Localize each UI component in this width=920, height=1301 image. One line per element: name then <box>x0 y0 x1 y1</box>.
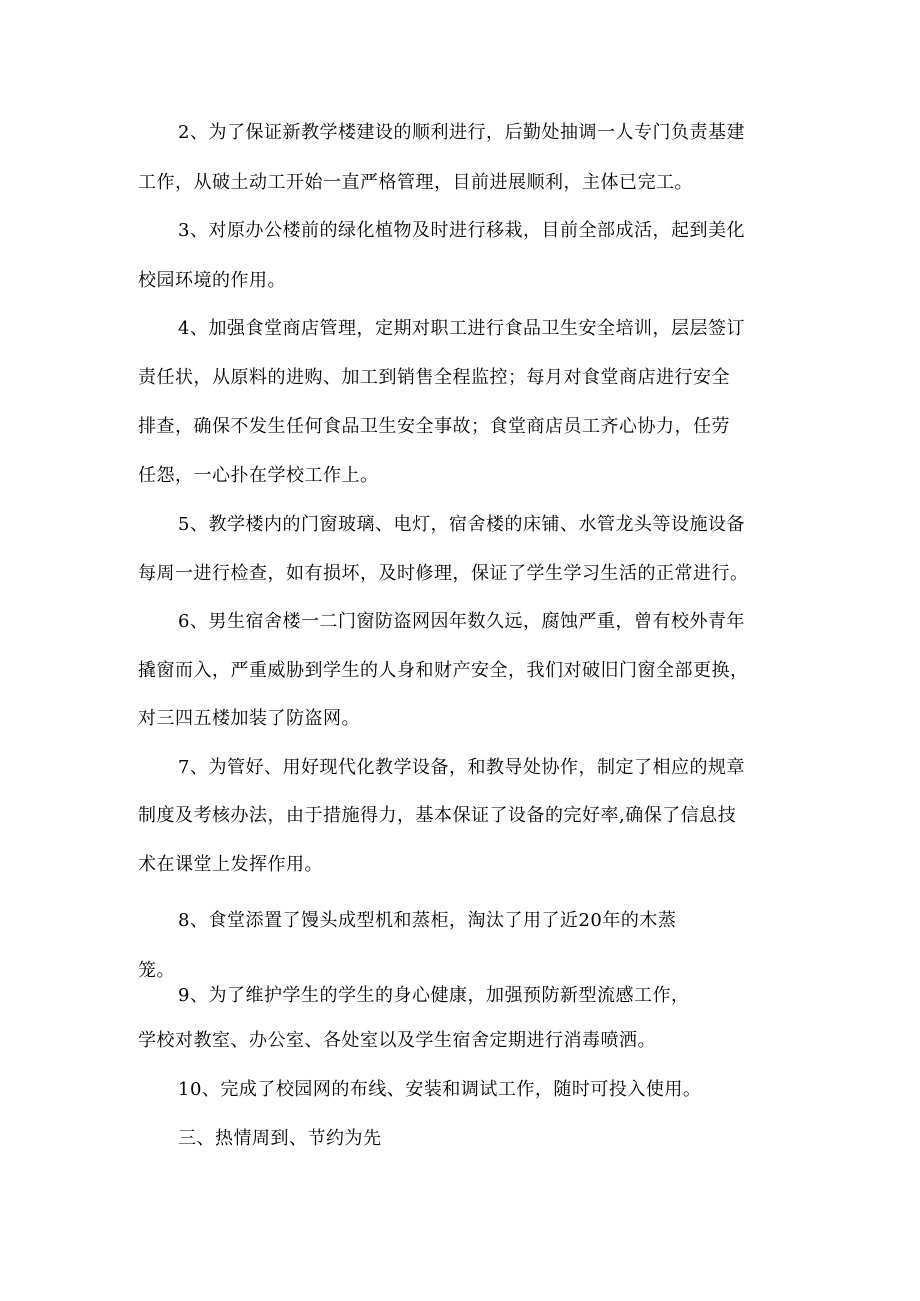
text-line: 责任状，从原料的进购、加工到销售全程监控；每月对食堂商店进行安全 <box>138 367 730 388</box>
text-line: 6、男生宿舍楼一二门窗防盗网因年数久远，腐蚀严重，曾有校外青年 <box>178 611 745 632</box>
text-line: 10、完成了校园网的布线、安装和调试工作，随时可投入使用。 <box>178 1079 702 1100</box>
text-line: 撬窗而入，严重威胁到学生的人身和财产安全，我们对破旧门窗全部更换， <box>138 660 749 681</box>
text-line: 8、食堂添置了馒头成型机和蒸柜，淘汰了用了近20年的木蒸 <box>178 910 677 931</box>
text-line: 4、加强食堂商店管理，定期对职工进行食品卫生安全培训，层层签订 <box>178 318 745 339</box>
text-line: 笼。 <box>138 960 175 981</box>
text-line: 排查，确保不发生任何食品卫生安全事故；食堂商店员工齐心协力，任劳 <box>138 416 730 437</box>
text-line: 2、为了保证新教学楼建设的顺利进行，后勤处抽调一人专门负责基建 <box>178 122 745 143</box>
text-line: 校园环境的作用。 <box>138 270 286 291</box>
text-line: 9、为了维护学生的学生的身心健康，加强预防新型流感工作， <box>178 985 690 1006</box>
text-line: 3、对原办公楼前的绿化植物及时进行移栽，目前全部成活，起到美化 <box>178 220 745 241</box>
text-line: 7、为管好、用好现代化教学设备，和教导处协作，制定了相应的规章 <box>178 757 745 778</box>
text-line: 对三四五楼加装了防盗网。 <box>138 708 360 729</box>
section-heading: 三、热情周到、节约为先 <box>178 1128 382 1149</box>
text-line: 工作，从破土动工开始一直严格管理，目前进展顺利，主体已完工。 <box>138 172 693 193</box>
text-line: 任怨，一心扑在学校工作上。 <box>138 465 379 486</box>
text-line: 制度及考核办法，由于措施得力，基本保证了设备的完好率,确保了信息技 <box>138 805 737 826</box>
text-line: 每周一进行检查，如有损坏，及时修理，保证了学生学习生活的正常进行。 <box>138 563 749 584</box>
text-line: 学校对教室、办公室、各处室以及学生宿舍定期进行消毒喷洒。 <box>138 1030 656 1051</box>
text-line: 术在课堂上发挥作用。 <box>138 854 323 875</box>
text-line: 5、教学楼内的门窗玻璃、电灯，宿舍楼的床铺、水管龙头等设施设备 <box>178 514 745 535</box>
